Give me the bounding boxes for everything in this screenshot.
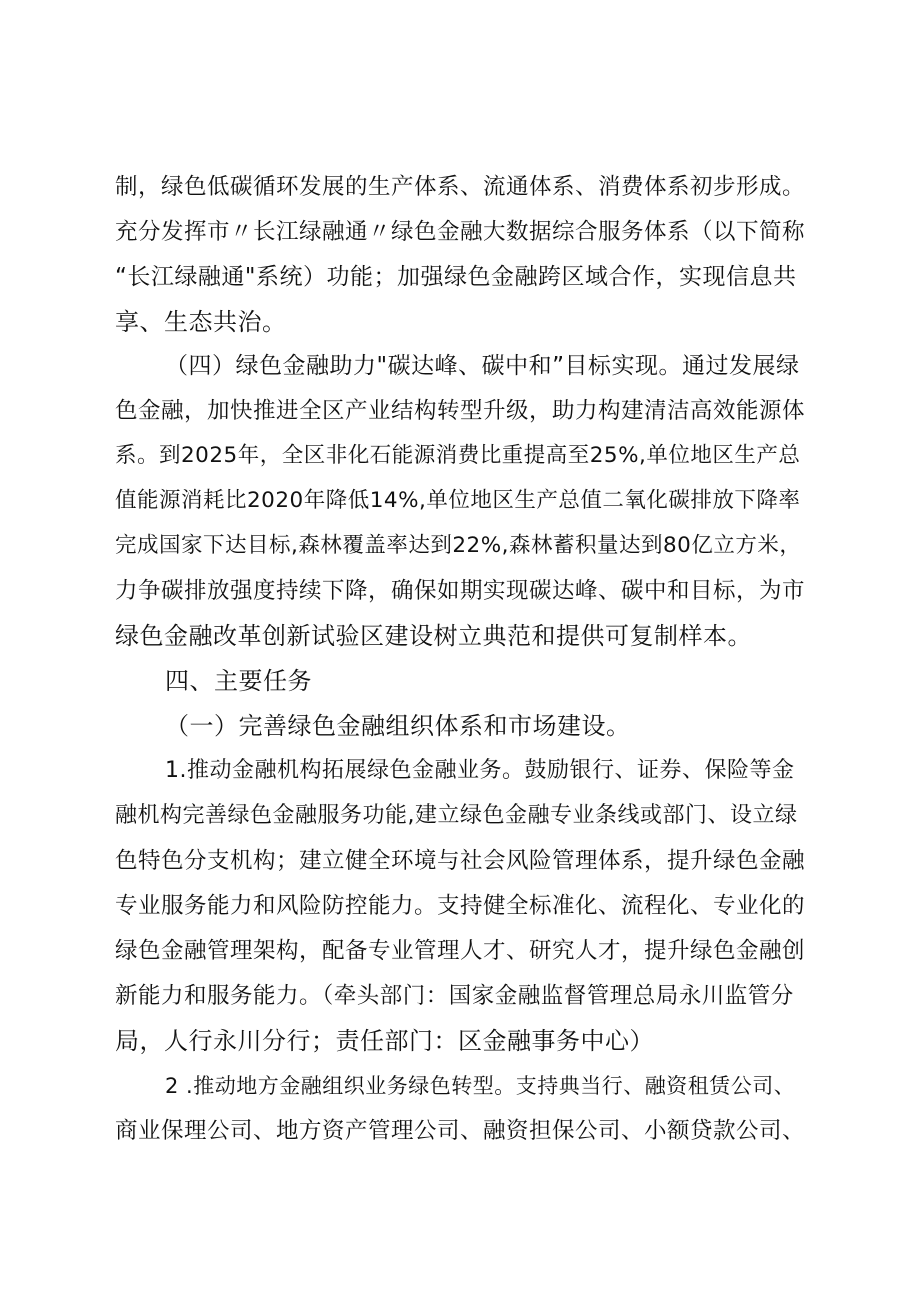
text-line: 新能力和服务能力。（牵头部门：国家金融监督管理总局永川监管分 bbox=[115, 983, 794, 1009]
text-line: 专业服务能力和风险防控能力。支持健全标准化、流程化、专业化的 bbox=[115, 893, 806, 919]
text-line: 系。到2025年，全区非化石能源消费比重提高至25%,单位地区生产总 bbox=[115, 443, 801, 468]
text-line: 享、生态共治。 bbox=[115, 308, 287, 336]
text-line: 力争碳排放强度持续下降，确保如期实现碳达峰、碳中和目标，为市 bbox=[115, 578, 806, 604]
text-line: 制，绿色低碳循环发展的生产体系、流通体系、消费体系初步形成。 bbox=[115, 174, 806, 200]
text-line: “长江绿融通"系统）功能；加强绿色金融跨区域合作，实现信息共 bbox=[115, 264, 797, 290]
section-heading: 四、主要任务 bbox=[165, 667, 312, 695]
text-line: 商业保理公司、地方资产管理公司、融资担保公司、小额贷款公司、 bbox=[115, 1118, 806, 1144]
text-line: 局，人行永川分行；责任部门：区金融事务中心） bbox=[115, 1027, 654, 1055]
text-line: 色金融，加快推进全区产业结构转型升级，助力构建清洁高效能源体 bbox=[115, 398, 806, 424]
text-line: 融机构完善绿色金融服务功能,建立绿色金融专业条线或部门、设立绿 bbox=[115, 803, 798, 828]
section-heading: （四）绿色金融助力"碳达峰、碳中和”目标实现。通过发展绿 bbox=[165, 353, 800, 379]
text-line: 绿色金融管理架构，配备专业管理人才、研究人才，提升绿色金融创 bbox=[115, 938, 806, 964]
list-item-heading: 2 .推动地方金融组织业务绿色转型。支持典当行、融资租赁公司、 bbox=[165, 1074, 796, 1098]
list-item-heading: 1.推动金融机构拓展绿色金融业务。鼓励银行、证券、保险等金 bbox=[165, 758, 795, 783]
subsection-heading: （一）完善绿色金融组织体系和市场建设。 bbox=[165, 712, 631, 740]
text-line: 色特色分支机构；建立健全环境与社会风险管理体系，提升绿色金融 bbox=[115, 848, 806, 874]
text-line: 绿色金融改革创新试验区建设树立典范和提供可复制样本。 bbox=[115, 622, 752, 650]
text-line: 完成国家下达目标,森林覆盖率达到22%,森林蓄积量达到80亿立方米， bbox=[115, 533, 802, 558]
text-line: 值能源消耗比2020年降低14%,单位地区生产总值二氧化碳排放下降率 bbox=[115, 488, 801, 513]
text-line: 充分发挥市〃长江绿融通〃绿色金融大数据综合服务体系（以下简称 bbox=[115, 219, 806, 245]
